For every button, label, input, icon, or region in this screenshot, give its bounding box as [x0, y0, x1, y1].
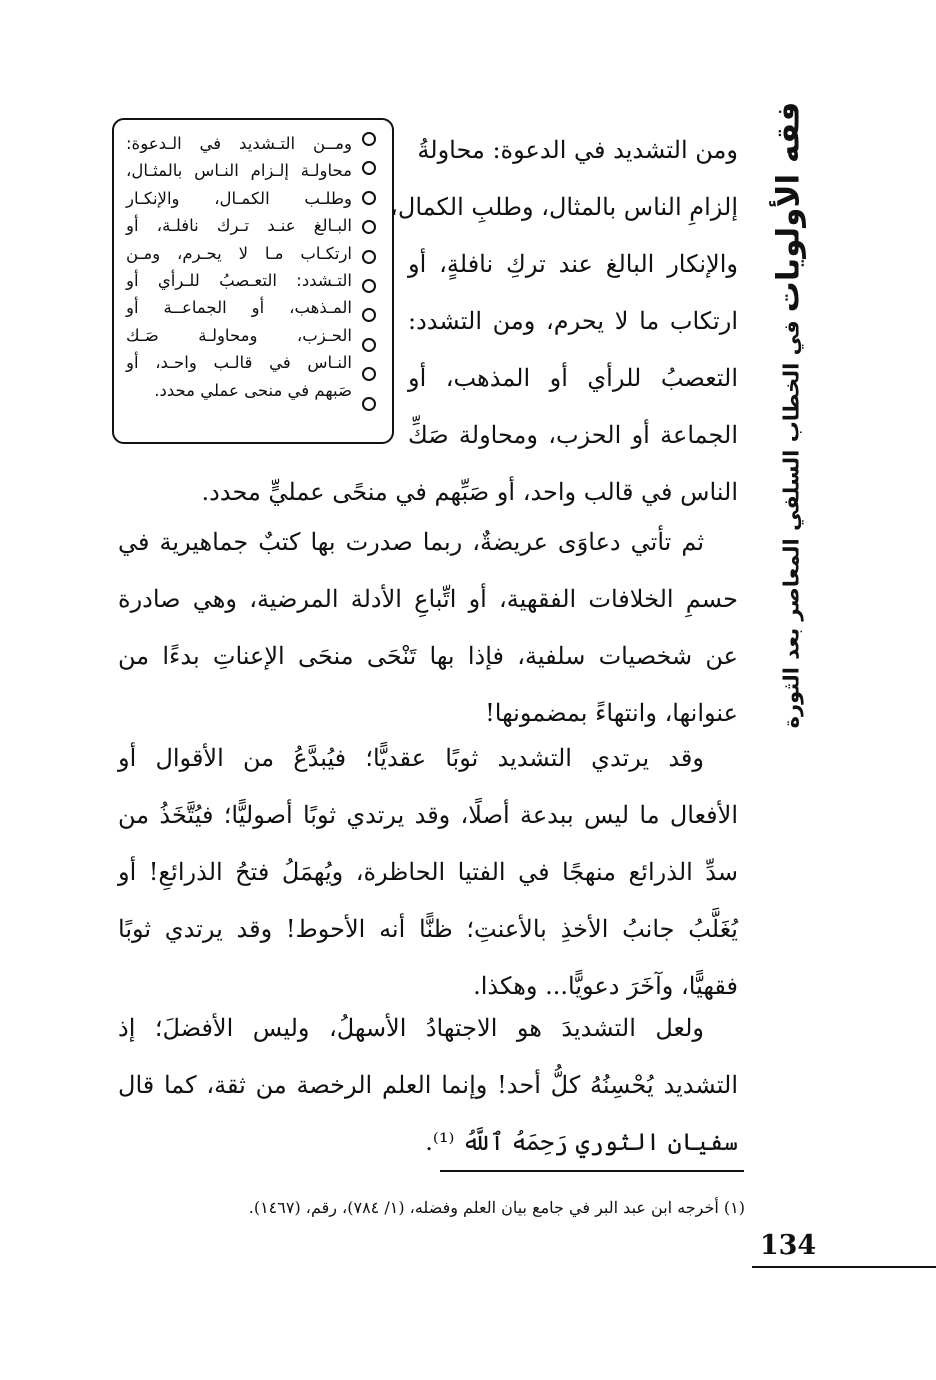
pull-quote-box [112, 118, 394, 444]
pull-quote-line: صَبهم في منحى عملي محدد. [154, 380, 352, 400]
pull-quote-line: النـاس في قالـب واحـد، أو [126, 353, 352, 373]
body-line: عن شخصيات سلفية، فإذا بها تَنْحَى منحَى الإعناتِ بدءًا من [118, 642, 738, 670]
body-line: والإنكار البالغ عند تركِ نافلةٍ، أو [408, 250, 738, 278]
body-line: فقهيًّا، وآخَرَ دعويًّا... وهكذا. [473, 972, 738, 1000]
paragraph-1 [390, 122, 738, 464]
body-line: إلزامِ الناس بالمثال، وطلبِ الكمال، [390, 193, 738, 221]
body-line: الجماعة أو الحزب، ومحاولة صَكِّ [408, 421, 738, 449]
pull-quote-text [126, 130, 352, 404]
page-number-rule [752, 1266, 936, 1268]
body-line: التشديد يُحْسِنُهُ كلُّ أحد! وإنما العلم الرخصة من ثقة، كما قال [118, 1071, 738, 1099]
pull-quote-line: ومــن التـشديد في الـدعوة: [126, 134, 352, 153]
body-line: وقد يرتدي التشديد ثوبًا عقديًّا؛ فيُبدَّعُ من الأقوال أو [118, 744, 704, 772]
circle-icon [362, 338, 376, 352]
circle-icon [362, 367, 376, 381]
paragraph-2 [118, 514, 738, 742]
running-header-main: فقه الأولويات [770, 101, 806, 313]
circle-icon [362, 250, 376, 264]
body-line: ثم تأتي دعاوَى عريضةٌ، ربما صدرت بها كتبٌ جماهيرية في [118, 528, 704, 556]
pull-quote-line: الحـزب، ومحاولـة صَـك [126, 325, 352, 345]
pull-quote-line: ارتكـاب مـا لا يحـرم، ومـن [126, 243, 352, 263]
pull-quote-line: المـذهب، أو الجماعــة أو [126, 298, 352, 318]
body-line: سفيان الثوري رَحِمَهُ ٱللَّهُ ⁽¹⁾. [425, 1128, 738, 1156]
footnote-separator [440, 1170, 744, 1172]
body-line: عنوانها، وانتهاءً بمضمونها! [485, 699, 738, 727]
pull-quote-line: محاولـة إلـزام النـاس بالمثـال، [126, 161, 352, 181]
circle-icon [362, 220, 376, 234]
body-line: حسمِ الخلافات الفقهية، أو اتِّباعِ الأدلة المرضية، وهي صادرة [118, 585, 738, 613]
pull-quote-line: التـشدد: التعـصبُ للـرأي أو [126, 271, 352, 291]
running-header-rest: في الخطاب السلفي المعاصر بعد الثورة [779, 320, 803, 729]
circle-icon [362, 191, 376, 205]
body-line: سدِّ الذرائع منهجًا في الفتيا الحاظرة، ويُهمَلُ فتحُ الذرائعِ! أو [118, 858, 738, 886]
pull-quote-line: وطلـب الكمـال، والإنكـار [126, 188, 352, 208]
paragraph-4 [118, 1000, 738, 1171]
running-header [758, 101, 818, 729]
page-number: 134 [759, 1230, 817, 1261]
circle-icon [362, 279, 376, 293]
body-line: يُغَلَّبُ جانبُ الأخذِ بالأعنتِ؛ ظنًّا أنه الأحوط! وقد يرتدي ثوبًا [118, 915, 738, 943]
pull-quote-line: البـالغ عنـد تـرك نافلـة، أو [126, 216, 352, 236]
footnote: (١) أخرجه ابن عبد البر في جامع بيان العلم وفضله، (١/ ٧٨٤)، رقم، (١٤٦٧). [248, 1198, 745, 1217]
circle-icon [362, 308, 376, 322]
body-line: الأفعال ما ليس ببدعة أصلًا، وقد يرتدي ثوبًا أصوليًّا؛ فيُتَّخَذُ من [118, 801, 738, 829]
paragraph-1-end [120, 464, 738, 521]
body-line: ومن التشديد في الدعوة: محاولةُ [417, 136, 738, 164]
circle-icon [362, 397, 376, 411]
body-line: التعصبُ للرأي أو المذهب، أو [408, 364, 738, 392]
circle-icon [362, 132, 376, 146]
bullet-circles [362, 132, 380, 426]
circle-icon [362, 161, 376, 175]
paragraph-3 [118, 730, 738, 1015]
body-line: ولعل التشديدَ هو الاجتهادُ الأسهلُ، وليس الأفضلَ؛ إذ [118, 1014, 704, 1042]
body-line: ارتكاب ما لا يحرم، ومن التشدد: [408, 307, 738, 335]
body-line: الناس في قالب واحد، أو صَبِّهم في منحًى عمليٍّ محدد. [201, 478, 738, 506]
